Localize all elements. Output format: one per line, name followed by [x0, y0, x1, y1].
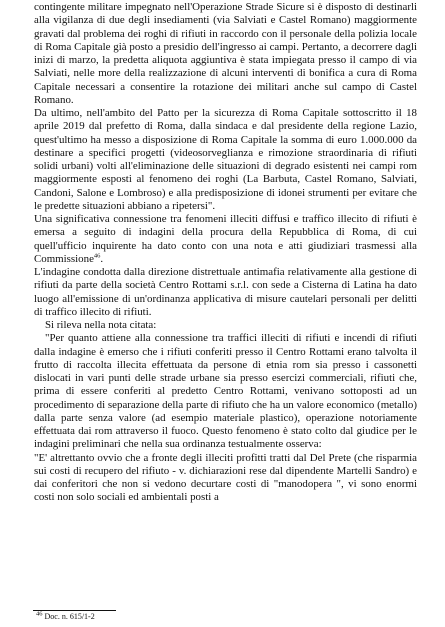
paragraph-3: [34, 213, 417, 266]
paragraph-1: contingente militare impegnato nell'Operazione Strade Sicure si è disposto di destinarli alla vigilanza di due degli insediamenti (via Salviati e Castel Romano) maggiormente gravati dal problema dei roghi di rifiuti in raccordo con il personale della polizia locale di Roma Capitale già posto a presidio dell'ingresso ai campi. Pertanto, a decorrere dagli inizi di marzo, la predetta aliquota aggiuntiva è stata impiegata presso il campo di via Salviati, nelle more della realizzazione di alcuni interventi di bonifica a cura di Roma Capitale necessari a consentire la rotazione dei militari anche sul campo di Castel Romano.: [34, 1, 417, 106]
footnote-number: 46: [36, 610, 43, 618]
paragraph-2: Da ultimo, nell'ambito del Patto per la sicurezza di Roma Capitale sottoscritto il 18 aprile 2019 dal prefetto di Roma, dalla sindaca e dal presidente della regione Lazio, quest'ultimo ha messo a disposizione di Roma Capitale la somma di euro 1.000.000 da destinare a specifici progetti (videosorveglianza e rimozione straordinaria di rifiuti solidi urbani) volti all'eliminazione delle situazioni di degrado esistenti nei campi rom maggiormente esposti al fenomeno dei roghi (La Barbuta, Castel Romano, Salviati, Candoni, Salone e Lombroso) e alla predisposizione di idonei strumenti per evitare che le predette situazioni abbiano a ripetersi".: [34, 107, 417, 212]
quoted-note-paragraph: "Per quanto attiene alla connessione tra traffici illeciti di rifiuti e incendi di rifiuti dalla indagine è emerso che i rifiuti conferiti presso il Centro Rottami erano talvolta il frutto di raccolta illecita effettuata da persone di etnia rom sia presso i cassonetti dislocati in vari punti delle strade urbane sia presso esercizi commerciali, rifiuti che, prima di essere conferiti al predetto Centro Rottami, venivano sottoposti ad un procedimento di separazione della parte di rifiuto che ha un valore economico (metallo) dalla parte senza valore (ad esempio materiale plastico), operazione notoriamente effettuata dai rom attraverso il fuoco. Questo fenomeno è stato colto dal giudice per le indagini preliminari che nella sua ordinanza testualmente osserva:: [34, 332, 417, 451]
body-text: [34, 1, 417, 505]
footnote-reference-46[interactable]: 46: [93, 252, 101, 260]
quoted-ordinance-paragraph: "E' altrettanto ovvio che a fronte degli illeciti profitti tratti dal Del Prete (che risparmia sui costi di recupero del rifiuto - v. dichiarazioni rese dal dipendente Martelli Sandro) e dai conferitori che non si vedono decurtare costi di "manodopera ", vi sono enormi costi non solo sociali ed ambientali posti a: [34, 451, 417, 504]
paragraph-3-suffix: .: [100, 252, 104, 265]
footnote-46: [36, 612, 336, 622]
paragraph-3-text: Una significativa connessione tra fenomeni illeciti diffusi e traffico illecito di rifiuti è emersa a seguito di indagini della procura della Repubblica di Roma, di cui quell'ufficio inquirente ha dato conto con una nota e atti giudiziari trasmessi alla Commissione: [34, 213, 417, 265]
paragraph-4: L'indagine condotta dalla direzione distrettuale antimafia relativamente alla gestione di rifiuti da parte della società Centro Rottami s.r.l. con sede a Cisterna di Latina ha dato luogo all'emissione di un'ordinanza applicativa di misure cautelari personali per delitti di traffico illecito di rifiuti.: [34, 266, 417, 318]
paragraph-5: Si rileva nella nota citata:: [45, 319, 157, 331]
footnote-text: Doc. n. 615/1-2: [44, 612, 95, 621]
footnote-divider: [33, 610, 116, 611]
